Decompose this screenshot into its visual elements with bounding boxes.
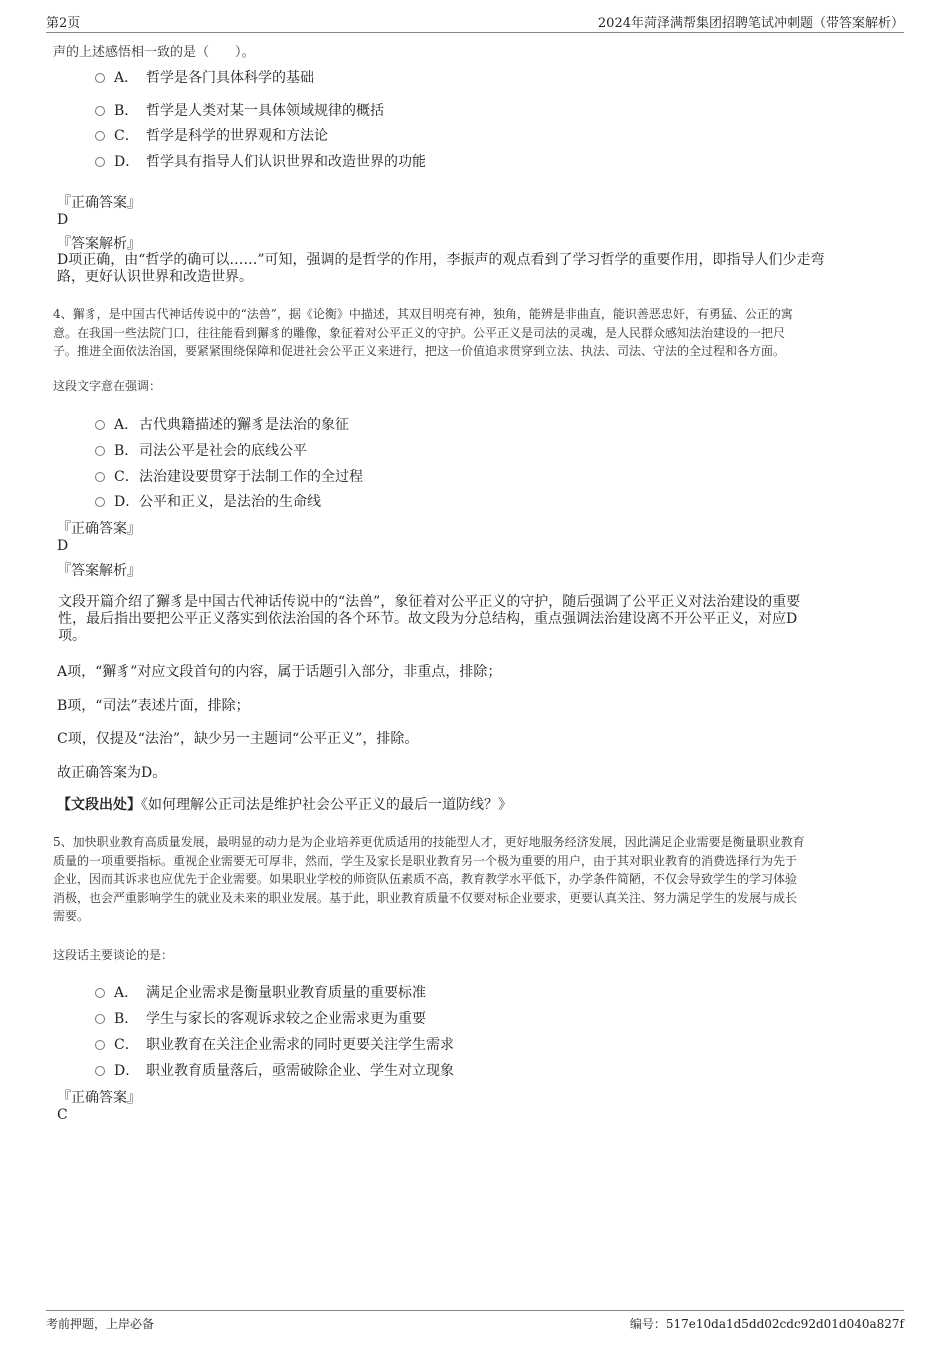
q4-option-d[interactable]: D．公平和正义，是法治的生命线: [95, 491, 321, 511]
q3-answer-label: 『正确答案』: [57, 195, 141, 211]
radio-icon[interactable]: [95, 131, 105, 141]
page-header: [46, 12, 904, 33]
q3-analysis-label: 『答案解析』: [57, 236, 141, 252]
radio-icon[interactable]: [95, 73, 105, 83]
footer-slogan: 考前押题，上岸必备: [46, 1317, 155, 1331]
q3-option-b[interactable]: B． 哲学是人类对某一具体领域规律的概括: [95, 100, 384, 120]
radio-icon[interactable]: [95, 1066, 105, 1076]
q4-option-a[interactable]: A．古代典籍描述的獬豸是法治的象征: [95, 414, 349, 434]
radio-icon[interactable]: [95, 1014, 105, 1024]
q4-item-c: C项，仅提及“法治”，缺少另一主题词“公平正义”，排除。: [57, 731, 419, 747]
q4-question: 这段文字意在强调：: [53, 379, 162, 393]
q4-item-a: A项，“獬豸”对应文段首句的内容，属于话题引入部分，非重点，排除；: [57, 664, 502, 680]
q4-answer-label: 『正确答案』: [57, 521, 141, 537]
q4-stem: 4、獬豸，是中国古代神话传说中的“法兽”，据《论衡》中描述，其双目明亮有神，独角，能辨是非曲直，能识善恶忠奸，有勇猛、公正的寓 意。在我国一些法院门口，往往能看到獬豸的雕像，象征着对公平正义的守护。公平正义是司法的灵魂，是人民群众感知法治建设的一把尺 子。推进全面依法治国，要紧紧围绕保障和促进社会公平正义来进行，把这一价值追求贯穿到立法、执法、司法、守法的全过程和各方面。: [53, 307, 793, 358]
q5-option-d[interactable]: D． 职业教育质量落后，亟需破除企业、学生对立现象: [95, 1060, 454, 1080]
q3-option-d[interactable]: D． 哲学具有指导人们认识世界和改造世界的功能: [95, 151, 426, 171]
radio-icon[interactable]: [95, 157, 105, 167]
q5-option-b[interactable]: B． 学生与家长的客观诉求较之企业需求更为重要: [95, 1008, 426, 1028]
q5-question: 这段话主要谈论的是：: [53, 948, 174, 962]
q4-option-b[interactable]: B．司法公平是社会的底线公平: [95, 440, 307, 460]
q4-source: 【文段出处】《如何理解公正司法是维护社会公平正义的最后一道防线？》: [57, 797, 512, 813]
q5-option-a[interactable]: A． 满足企业需求是衡量职业教育质量的重要标准: [95, 982, 426, 1002]
radio-icon[interactable]: [95, 1040, 105, 1050]
radio-icon[interactable]: [95, 472, 105, 482]
q5-answer: C: [57, 1107, 68, 1123]
page-footer: [46, 1310, 904, 1333]
radio-icon[interactable]: [95, 106, 105, 116]
q5-stem: 5、加快职业教育高质量发展，最明显的动力是为企业培养更优质适用的技能型人才，更好地服务经济发展，因此满足企业需要是衡量职业教育 质量的一项重要指标。重视企业需要无可厚非，然而，学生及家长是职业教育另一个极为重要的用户，由于其对职业教育的消费选择行为先于 企业，因而其诉求也应优先于企业需要。如果职业学校的师资队伍素质不高，教育教学水平低下，办学条件简陋，不仅会导致学生的学习体验 消极，也会严重影响学生的就业及未来的职业发展。基于此，职业教育质量不仅要对标企业要求，更要认真关注、努力满足学生的发展与成长 需要。: [53, 835, 805, 923]
q4-analysis: 文段开篇介绍了獬豸是中国古代神话传说中的“法兽”，象征着对公平正义的守护，随后强调了公平正义对法治建设的重要 性，最后指出要把公平正义落实到依法治国的各个环节。故文段为分总结构，重点强调法治建设离不开公平正义，对应D 项。: [58, 594, 801, 644]
q5-answer-label: 『正确答案』: [57, 1090, 141, 1106]
q3-stem-tail: 声的上述感悟相一致的是（ ）。: [53, 45, 255, 60]
q4-answer: D: [57, 538, 69, 554]
q3-answer: D: [57, 212, 69, 228]
q5-option-c[interactable]: C． 职业教育在关注企业需求的同时更要关注学生需求: [95, 1034, 454, 1054]
q3-option-c[interactable]: C． 哲学是科学的世界观和方法论: [95, 125, 328, 145]
q4-option-c[interactable]: C．法治建设要贯穿于法制工作的全过程: [95, 466, 363, 486]
radio-icon[interactable]: [95, 446, 105, 456]
page-number: 第2页: [46, 16, 81, 31]
q4-conclusion: 故正确答案为D。: [57, 765, 167, 781]
document-title: 2024年菏泽满帮集团招聘笔试冲刺题（带答案解析）: [597, 16, 904, 31]
q3-option-a[interactable]: A． 哲学是各门具体科学的基础: [95, 67, 314, 87]
q4-item-b: B项，“司法”表述片面，排除；: [57, 698, 250, 714]
q4-analysis-label: 『答案解析』: [57, 563, 141, 579]
q3-analysis: D项正确，由“哲学的确可以……”可知，强调的是哲学的作用，李振声的观点看到了学习哲学的重要作用，即指导人们少走弯 路，更好认识世界和改造世界。: [57, 252, 825, 285]
radio-icon[interactable]: [95, 420, 105, 430]
document-id: 编号：517e10da1d5dd02cdc92d01d040a827f: [629, 1317, 904, 1331]
radio-icon[interactable]: [95, 497, 105, 507]
radio-icon[interactable]: [95, 988, 105, 998]
